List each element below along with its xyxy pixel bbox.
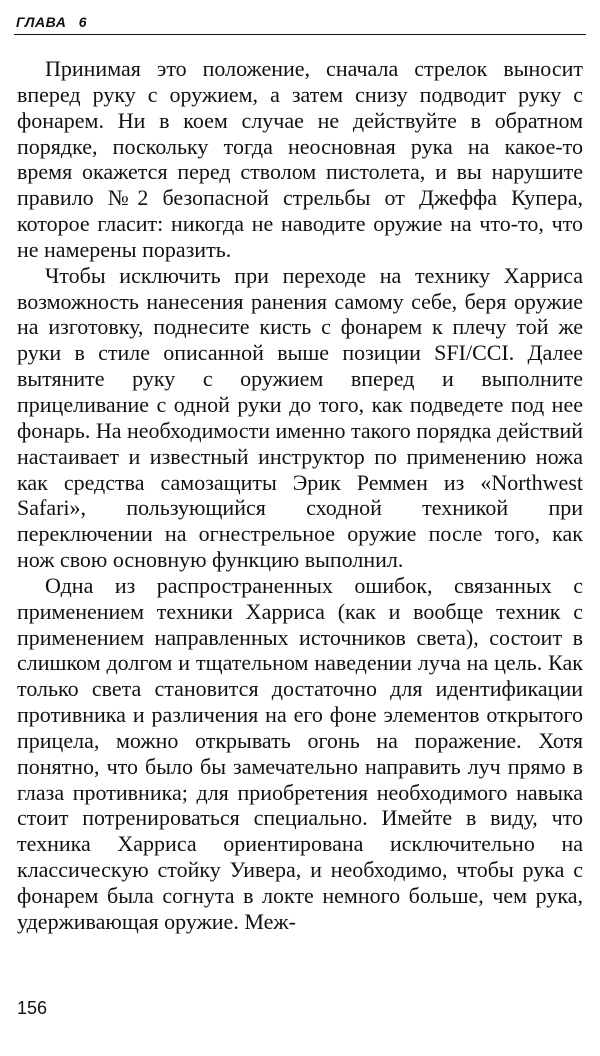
page-number: 156	[17, 998, 48, 1018]
paragraph-3: Одна из распространенных ошибок, связанных с применением техники Харриса (как и вообще техник с применением направленных источников света), состоит в слишком долгом и тщательном наведении луча на цель. Как только света становится достаточно для идентификации противника и различения на его фоне элементов открытого прицела, можно открывать огонь на поражение. Хотя понятно, что было бы замечательно направить луч прямо в глаза противника; для приобретения необходимого навыка стоит потренироваться специально. Имейте в виду, что техника Харриса ориентирована исключительно на классическую стойку Уивера, и необходимо, чтобы рука с фонарем была согнута в локте немного больше, чем рука, удерживающая оружие. Меж-	[17, 572, 583, 934]
page-body	[17, 56, 583, 935]
paragraph-1: Принимая это положение, сначала стрелок выносит вперед руку с оружием, а затем снизу подводит руку с фонарем. Ни в коем случае не действуйте в обратном порядке, поскольку тогда неосновная рука на какое-то время окажется перед стволом пистолета, и вы нарушите правило №2 безопасной стрельбы от Джеффа Купера, которое гласит: никогда не наводите оружие на что-то, что не намерены поразить.	[17, 56, 583, 262]
paragraph-2: Чтобы исключить при переходе на технику Харриса возможность нанесения ранения самому себе, беря оружие на изготовку, поднесите кисть с фонарем к плечу той же руки в стиле описанной выше позиции SFI/CCI. Далее вытяните руку с оружием вперед и выполните прицеливание с одной руки до того, как подведете под нее фонарь. На необходимости именно такого порядка действий настаивает и известный инструктор по применению ножа как средства самозащиты Эрик Реммен из «Northwest Safari», пользующийся сходной техникой при переключении на огнестрельное оружие после того, как нож свою основную функцию выполнил.	[17, 262, 583, 573]
running-header	[14, 12, 586, 35]
chapter-title: ГЛАВА 6	[16, 14, 87, 30]
